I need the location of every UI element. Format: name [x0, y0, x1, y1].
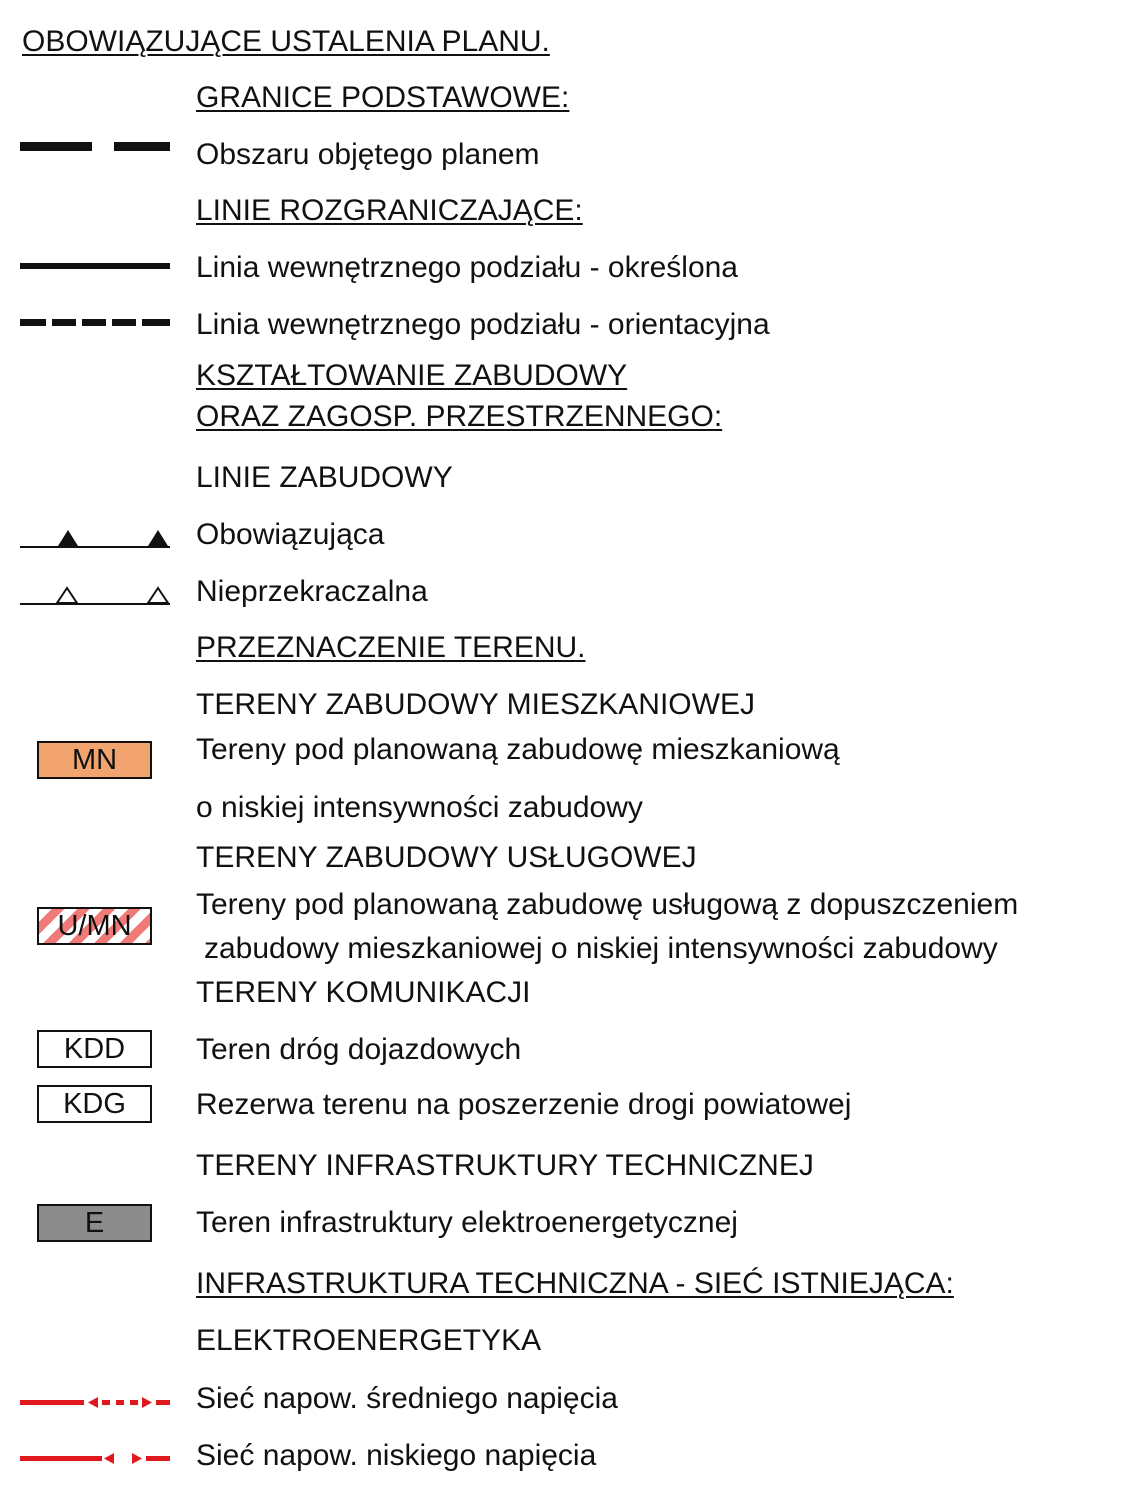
- build-line-mandatory-symbol: [18, 520, 172, 560]
- entry-nn: Sieć napow. niskiego napięcia: [196, 1439, 597, 1472]
- section-mieszkaniowe: TERENY ZABUDOWY MIESZKANIOWEJ: [196, 688, 755, 721]
- legend-title: OBOWIĄZUJĄCE USTALENIA PLANU.: [22, 25, 550, 58]
- mn-code-label: MN: [71, 744, 118, 776]
- dashed-line-symbol: [18, 302, 172, 342]
- umn-code-label: U/MN: [57, 910, 132, 942]
- entry-linia-orientacyjna: Linia wewnętrznego podziału - orientacyjna: [196, 308, 770, 341]
- entry-kdg: Rezerwa terenu na poszerzenie drogi powiatowej: [196, 1088, 852, 1121]
- section-ksztaltowanie-2: ORAZ ZAGOSP. PRZESTRZENNEGO:: [196, 400, 723, 433]
- entry-umn-line2: zabudowy mieszkaniowej o niskiej intensywności zabudowy: [204, 932, 998, 965]
- whiteout-patch: [655, 1042, 947, 1060]
- section-przeznaczenie: PRZEZNACZENIE TERENU.: [196, 631, 586, 664]
- kdd-code-label: KDD: [63, 1033, 126, 1065]
- section-elektroenergetyka: ELEKTROENERGETYKA: [196, 1324, 542, 1357]
- entry-nieprzekraczalna: Nieprzekraczalna: [196, 575, 428, 608]
- entry-umn-line1: Tereny pod planowaną zabudowę usługową z dopuszczeniem: [196, 888, 1019, 921]
- entry-obszar: Obszaru objętego planem: [196, 138, 540, 171]
- entry-obowiazujaca: Obowiązująca: [196, 518, 385, 551]
- entry-sn: Sieć napow. średniego napięcia: [196, 1382, 618, 1415]
- low-voltage-line-symbol: [18, 1438, 172, 1478]
- section-infrastruktury-tereny: TERENY INFRASTRUKTURY TECHNICZNEJ: [196, 1149, 814, 1182]
- e-code-label: E: [84, 1207, 105, 1239]
- section-infrastruktura-siec: INFRASTRUKTURA TECHNICZNA - SIEĆ ISTNIEJĄCA:: [196, 1267, 954, 1300]
- section-uslugowe: TERENY ZABUDOWY USŁUGOWEJ: [196, 841, 697, 874]
- build-line-limit-symbol: [18, 577, 172, 617]
- mn-code-box: [37, 741, 152, 779]
- e-code-box: [37, 1204, 152, 1242]
- entry-mn-line1: Tereny pod planowaną zabudowę mieszkaniową: [196, 733, 840, 766]
- kdd-code-box: [37, 1030, 152, 1068]
- entry-kdd: Teren dróg dojazdowych: [196, 1033, 522, 1066]
- medium-voltage-line-symbol: [18, 1382, 172, 1422]
- solid-line-symbol: [18, 245, 172, 285]
- section-granice-podstawowe: GRANICE PODSTAWOWE:: [196, 81, 570, 114]
- section-linie-rozgraniczajace: LINIE ROZGRANICZAJĄCE:: [196, 194, 583, 227]
- section-linie-zabudowy: LINIE ZABUDOWY: [196, 461, 453, 494]
- section-komunikacja: TERENY KOMUNIKACJI: [196, 976, 531, 1009]
- entry-e: Teren infrastruktury elektroenergetycznej: [196, 1206, 738, 1239]
- entry-linia-okreslona: Linia wewnętrznego podziału - określona: [196, 251, 738, 284]
- kdg-code-box: [37, 1085, 152, 1123]
- entry-mn-line2: o niskiej intensywności zabudowy: [196, 791, 643, 824]
- section-ksztaltowanie-1: KSZTAŁTOWANIE ZABUDOWY: [196, 359, 628, 392]
- kdg-code-label: KDG: [63, 1088, 126, 1120]
- boundary-dashed-thick-symbol: [18, 130, 172, 170]
- umn-code-box: [37, 907, 152, 945]
